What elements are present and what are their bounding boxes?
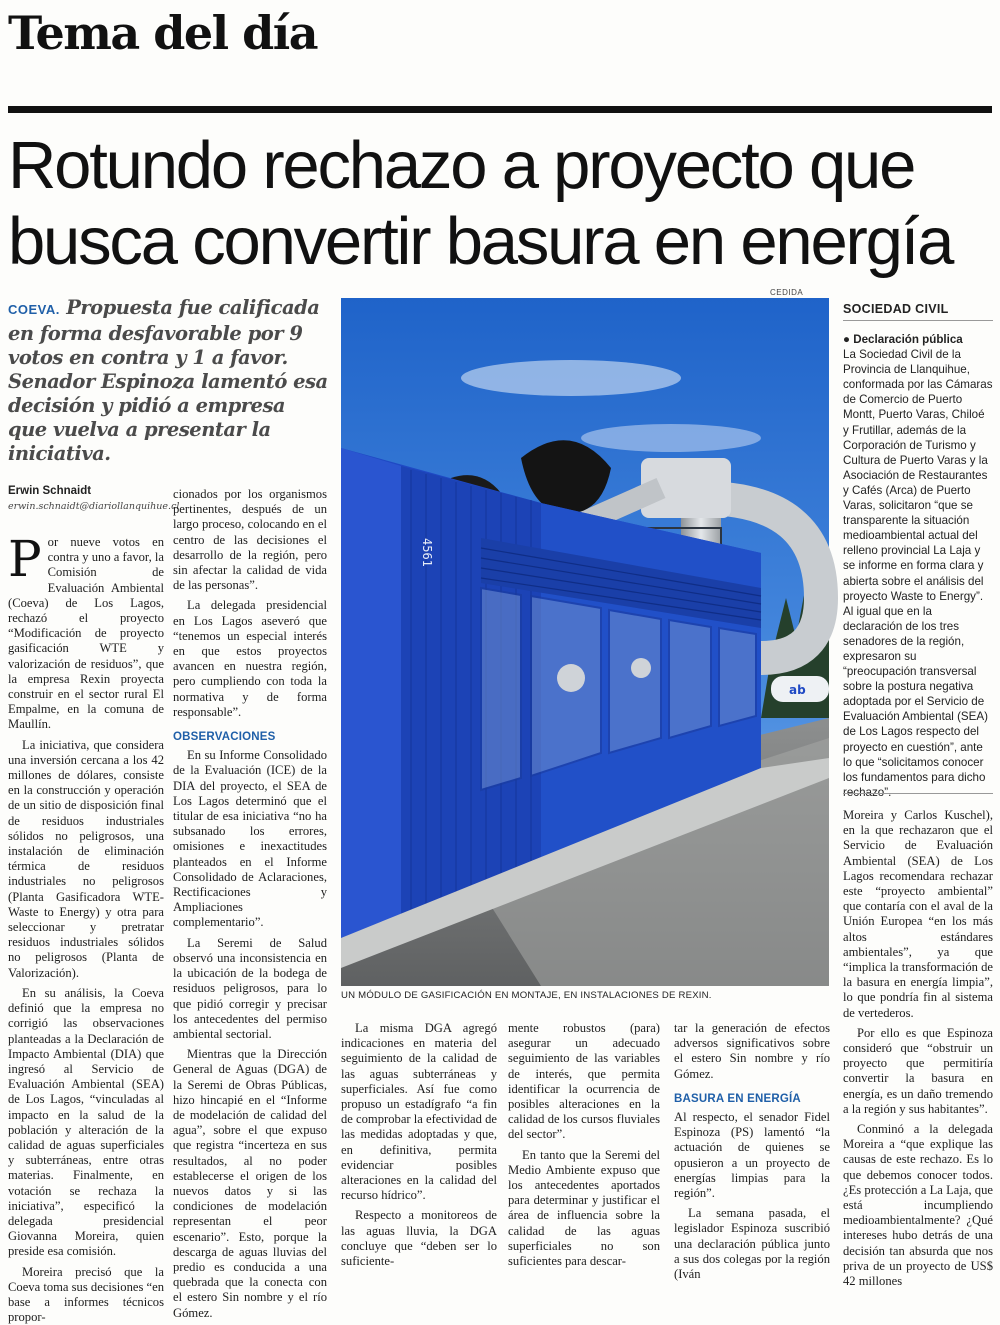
article-column-1 xyxy=(8,530,164,1325)
gasification-module-photo xyxy=(341,298,829,986)
paragraph: La semana pasada, el legislador Espinoza suscribió una declaración pública junto a sus dos colegas por la región (Iván xyxy=(674,1206,830,1282)
headline: Rotundo rechazo a proyecto que busca convertir basura en energía xyxy=(8,128,953,279)
paragraph: Mientras que la Dirección General de Aguas (DGA) de la Seremi de Obras Públicas, hizo hincapié en el “Informe de modelación de calidad del agua”, sobre el que expuso que registra “incerteza en sus resultados, al no poder establecerse el origen de los nuevos datos y si las condiciones de modelación representan el peor escenario”. Esto, porque la descarga de aguas lluvias del predio es conducida a una quebrada que la conecta con el estero Sin nombre y el río Gómez. xyxy=(173,1047,327,1320)
paragraph: En su análisis, la Coeva definió que la empresa no corrigió las observaciones planteadas a la Declaración de Impacto Ambiental (DIA) que ingresó al Servicio de Evaluación Ambiental (SEA) de Los Lagos, “vinculadas al impacto en la salud de la población y alteración de la calidad de aguas superficiales y subterráneas, entre otras materias. Finalmente, en votación se rechaza la iniciativa”, especificó la delegada presidencial Giovanna Moreira, quien preside esa comisión. xyxy=(8,985,164,1259)
article-column-2 xyxy=(173,487,327,1321)
subhead-basura-en-energia: BASURA EN ENERGÍA xyxy=(674,1092,801,1105)
paragraph: Moreira y Carlos Kuschel), en la que rechazaron que el Servicio de Evaluación Ambiental (SEA) de Los Lagos recomendara rechazar este “proyecto ambiental” que contaría con el aval de la Unión Europea “en los más altos estándares ambientales”, ya que “implica la transformación de la basura en energía limpia”, lo que pondría fin al sistema de vertederos. xyxy=(843,808,994,1020)
article-photo xyxy=(341,298,829,986)
sidebar-heading: SOCIEDAD CIVIL xyxy=(843,302,949,316)
paragraph: La iniciativa, que considera una inversión cercana a los 42 millones de dólares, consiste en la construcción y operación de un sitio de disposición final de residuos industriales sólidos no peligrosos, una instalación de eliminación térmica de residuos industriales no peligrosos (Planta Gasificadora WTE- Waste to Energy) y otra para seleccionar y pretratar residuos industriales sólidos no peligrosos (Planta de Valorización). xyxy=(8,737,164,980)
paragraph: En tanto que la Seremi del Medio Ambiente expuso que los antecedentes aportados para determinar y justificar el área de influencia sobre la calidad de las aguas superficiales no son suficientes para descar- xyxy=(508,1147,660,1269)
tank-sign: ab xyxy=(789,683,806,697)
sidebar-box xyxy=(843,332,993,800)
photo-credit: CEDIDA xyxy=(770,288,804,297)
sidebar-bullet-title: ● Declaración pública xyxy=(843,333,963,346)
paragraph: La misma DGA agregó indicaciones en materia del seguimiento de la calidad de las aguas subterráneas y superficiales. Así fue como propuso un estadígrafo “a fin de comprobar la efectividad de las medidas adoptadas y que, en definitiva, permita evidenciar posibles alteraciones en la calidad del recurso hídrico”. xyxy=(341,1021,497,1203)
article-column-4 xyxy=(508,1021,660,1269)
paragraph: tar la generación de efectos adversos significativos sobre el estero Sin nombre y río Gómez. xyxy=(674,1021,830,1081)
article-column-5 xyxy=(674,1021,830,1282)
sidebar-divider xyxy=(843,320,993,321)
lead-paragraph xyxy=(8,296,328,466)
paragraph: Moreira precisó que la Coeva toma sus decisiones “en base a informes técnicos propor- xyxy=(8,1264,164,1325)
paragraph: En su Informe Consolidado de la Evaluación (ICE) de la DIA del proyecto, el SEA de Los Lagos determinó que el titular de esa iniciativa “no ha subsanado los errores, omisiones e inexactitudes planteados en el Informe Consolidado de Aclaraciones, Rectificaciones y Ampliaciones complementario”. xyxy=(173,748,327,930)
paragraph: Por ello es que Espinoza consideró que “obstruir un proyecto que permitiría convertir la basura en energía, es un daño tremendo a la región y sus habitantes”. xyxy=(843,1025,993,1116)
paragraph: La delegada presidencial en Los Lagos aseveró que “tenemos un especial interés en que estos proyectos avancen en nuestra región, pero cumpliendo con toda la normativa y de forma responsable”. xyxy=(173,598,327,719)
byline xyxy=(8,485,180,512)
paragraph: La Seremi de Salud observó una inconsistencia en la ubicación de la bodega de residuos peligrosos, para lo que pidió corregir y precisar los antecedentes del permiso ambiental sectorial. xyxy=(173,935,327,1041)
drop-cap: P xyxy=(8,530,42,588)
section-title: Tema del día xyxy=(8,6,318,60)
photo-caption: UN MÓDULO DE GASIFICACIÓN EN MONTAJE, EN INSTALACIONES DE REXIN. xyxy=(341,990,712,1001)
paragraph: Respecto a monitoreos de las aguas lluvia, la DGA concluye que “deben ser lo suficiente- xyxy=(341,1208,497,1269)
paragraph: cionados por los organismos pertinentes, después de un largo proceso, colocando en el centro de las decisiones el desarrollo de la región, pero sin afectar la calidad de vida de las personas”. xyxy=(173,487,327,593)
author-name: Erwin Schnaidt xyxy=(8,485,92,497)
paragraph: Al respecto, el senador Fidel Espinoza (PS) lamentó “la actuación de quienes se opusieron a un proyecto de energías limpias para la región”. xyxy=(674,1110,830,1201)
article-column-3 xyxy=(341,1021,497,1269)
subhead-observaciones: OBSERVACIONES xyxy=(173,731,276,744)
container-label: 4561 xyxy=(420,538,434,567)
paragraph: Conminó a la delegada Moreira a “que explique las causas de este rechazo. Es lo que debemos conocer todos. ¿Es protección a La Laja, que está incumpliendo medioambientalmente? ¿Qué intereses hubo detrás de una decisión tan absurda que nos priva de un proyecto de US$ 42 millones xyxy=(843,1122,993,1289)
sidebar-text: La Sociedad Civil de la Provincia de Llanquihue, conformada por las Cámaras de Comercio de Puerto Montt, Puerto Varas, Chiloé y Frutillar, además de la Corporación de Turismo y Cultura de Puerto Varas y la Asociación de Restaurantes y Cafés (Arca) de Puerto Varas, solicitaron “que se transparente la situación medioambiental actual del relleno provincial La Laja y se informe en forma clara y abierta sobre el análisis del proyecto Waste to Energy”. Al igual que en la declaración de los tres senadores de la región, expresaron su “preocupación transversal sobre la postura negativa adoptada por el Servicio de Evaluación Ambiental (SEA) de Los Lagos respecto del proyecto en cuestión”, ante lo que “solicitamos conocer los fundamentos para dicho xyxy=(843,348,993,784)
section-rule xyxy=(8,106,992,113)
lead-kicker: COEVA. xyxy=(8,302,60,317)
article-column-6 xyxy=(843,808,993,1289)
author-email: erwin.schnaidt@diariollanquihue.cl xyxy=(8,501,180,512)
sidebar-bottom-rule xyxy=(843,793,993,794)
paragraph: Por nueve votos en contra y uno a favor, la Comisión de Evaluación Ambiental (Coeva) de Los Lagos, rechazó el proyecto “Modificación de proyecto gasificación WTE y valorización de residuos”, que la empresa Rexin proyecta construir en el sector rural El Empalme, en la comuna de Maullín. xyxy=(8,530,164,732)
lead-text: Propuesta fue calificada en forma desfavorable por 9 votos en contra y 1 a favor. Senador Espinoza lamentó esa decisión y pidió a empresa que vuelva a presentar la iniciativa. xyxy=(8,296,328,465)
paragraph: mente robustos (para) asegurar un adecuado seguimiento de las variables de interés, que permita identificar la ocurrencia de posibles alteraciones en la calidad de los cursos fluviales del sector”. xyxy=(508,1021,660,1142)
